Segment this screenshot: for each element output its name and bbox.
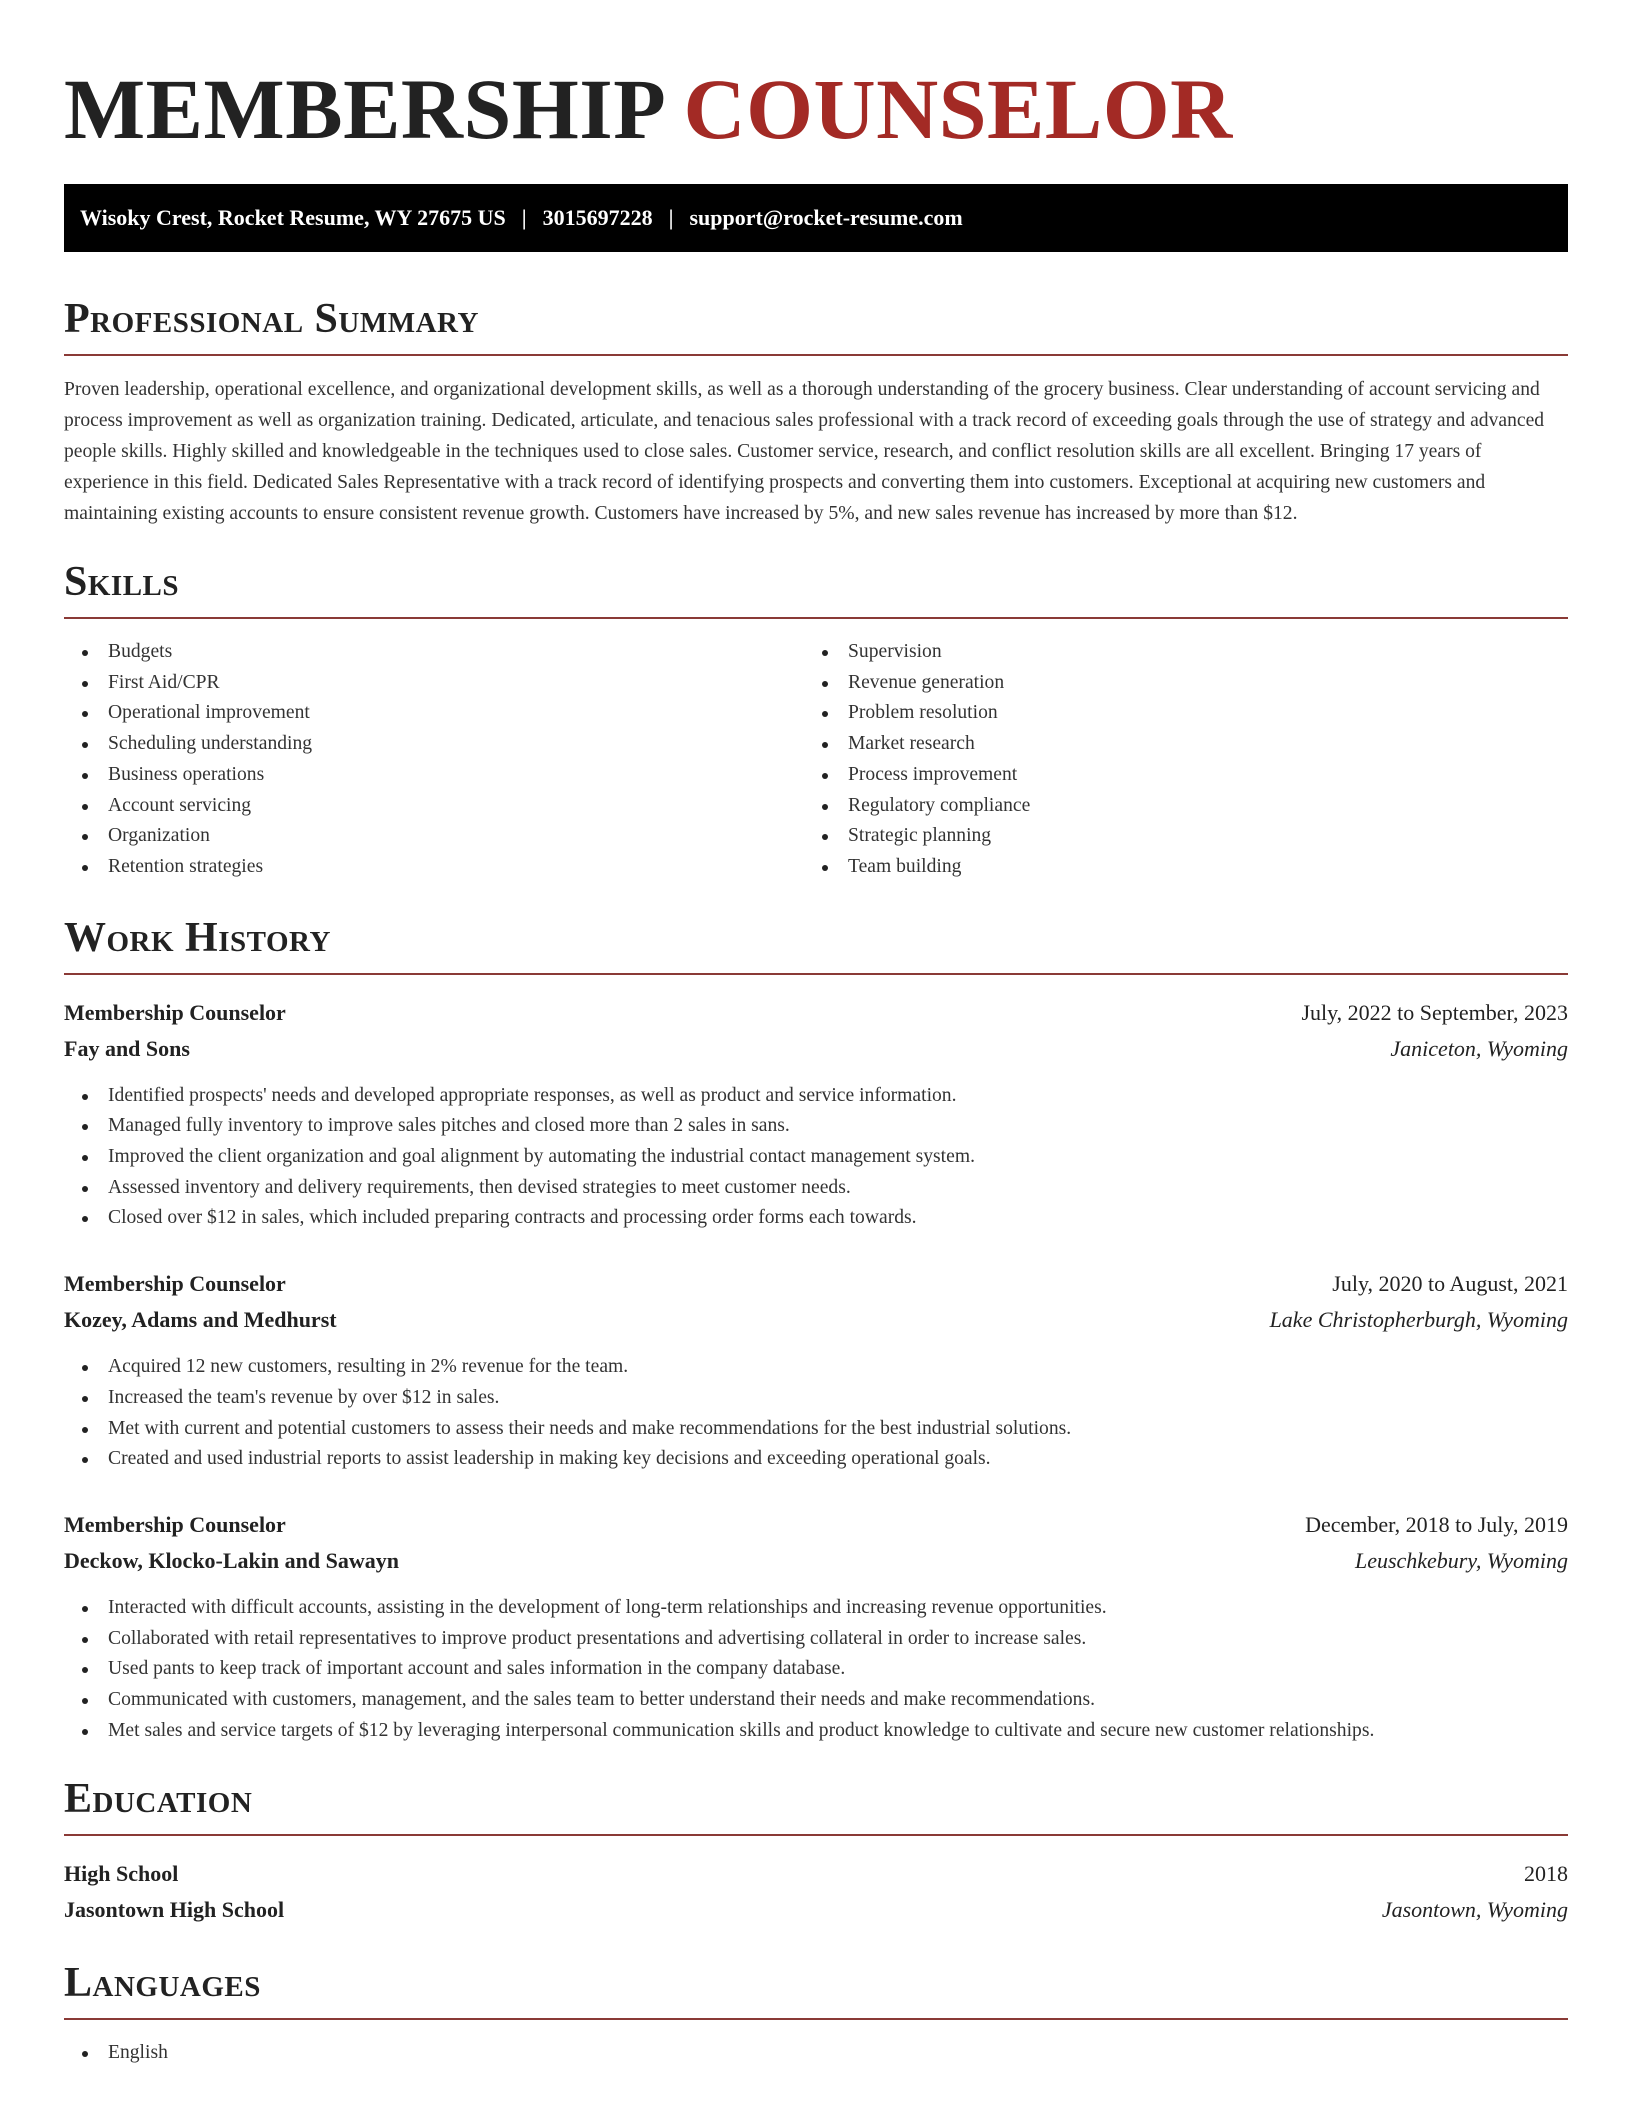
section-divider [64, 2018, 1568, 2020]
skill-item: Problem resolution [804, 698, 1544, 729]
skill-item: Account servicing [64, 791, 804, 822]
skills-section [64, 557, 1568, 883]
job-bullet: Closed over $12 in sales, which included preparing contracts and processing order forms each towards. [64, 1203, 1568, 1234]
job-header-row [64, 1507, 1568, 1543]
skills-column-left [64, 637, 804, 883]
job-company: Deckow, Klocko-Lakin and Sawayn [64, 1547, 399, 1573]
section-title-education: Education [64, 1776, 253, 1823]
skill-item: Scheduling understanding [64, 729, 804, 760]
section-divider [64, 973, 1568, 975]
contact-phone: 3015697228 [542, 205, 653, 230]
summary-text: Proven leadership, operational excellence, and organizational development skills, as well as a thorough understanding of the grocery business. Clear understanding of account servicing and process improvement as well as organization training. Dedicated, articulate, and tenacious sales professional with a track record of exceeding goals through the use of strategy and advanced people skills. Highly skilled and knowledgeable in the techniques used to close sales. Customer service, research, and conflict resolution skills are all excellent. Bringing 17 years of experience in this field. Dedicated Sales Representative with a track record of identifying prospects and converting them into customers. Exceptional at acquiring new customers and maintaining existing accounts to ensure consistent revenue growth. Customers have increased by 5%, and new sales revenue has increased by more than $12. [64, 379, 1545, 524]
skill-item: First Aid/CPR [64, 668, 804, 699]
skill-item: Strategic planning [804, 821, 1544, 852]
skill-item: Revenue generation [804, 668, 1544, 699]
job-title: Membership Counselor [64, 999, 286, 1025]
skill-item: Operational improvement [64, 698, 804, 729]
section-title-work: Work History [64, 914, 331, 961]
job-company-row [64, 1302, 1568, 1338]
job-company-row [64, 1543, 1568, 1579]
professional-summary-section [64, 294, 1568, 529]
contact-separator: | [521, 205, 527, 230]
section-divider [64, 354, 1568, 356]
section-title-skills: Skills [64, 559, 180, 605]
contact-separator: | [668, 205, 674, 230]
languages-list [64, 2038, 1568, 2069]
job-company: Fay and Sons [64, 1035, 190, 1061]
contact-address: Wisoky Crest, Rocket Resume, WY 27675 US [80, 205, 506, 230]
job-location: Janiceton, Wyoming [1390, 1035, 1568, 1061]
job-bullet: Assessed inventory and delivery requirements, then devised strategies to meet customer needs. [64, 1173, 1568, 1204]
skills-column-right [804, 637, 1544, 883]
education-year: 2018 [1524, 1861, 1568, 1887]
education-section [64, 1774, 1568, 1928]
job-location: Lake Christopherburgh, Wyoming [1269, 1307, 1568, 1333]
resume-name [64, 60, 1568, 157]
job-bullets [64, 1352, 1568, 1475]
job-dates: July, 2020 to August, 2021 [1332, 1271, 1568, 1297]
skill-item: Organization [64, 821, 804, 852]
section-divider [64, 1834, 1568, 1836]
job-entry [64, 995, 1568, 1235]
skill-item: Regulatory compliance [804, 791, 1544, 822]
job-title: Membership Counselor [64, 1271, 286, 1297]
education-location: Jasontown, Wyoming [1381, 1897, 1568, 1923]
job-bullet: Communicated with customers, management, and the sales team to better understand their needs and make recommendations. [64, 1685, 1568, 1716]
job-bullet: Created and used industrial reports to assist leadership in making key decisions and exceeding operational goals. [64, 1444, 1568, 1475]
job-bullet: Met sales and service targets of $12 by leveraging interpersonal communication skills and product knowledge to cultivate and secure new customer relationships. [64, 1716, 1568, 1747]
job-company: Kozey, Adams and Medhurst [64, 1307, 337, 1333]
job-header-row [64, 1266, 1568, 1302]
skill-item: Supervision [804, 637, 1544, 668]
job-bullet: Improved the client organization and goal alignment by automating the industrial contact management system. [64, 1142, 1568, 1173]
skill-item: Market research [804, 729, 1544, 760]
job-bullet: Acquired 12 new customers, resulting in 2% revenue for the team. [64, 1352, 1568, 1383]
job-bullet: Collaborated with retail representatives to improve product presentations and advertising collateral in order to increase sales. [64, 1624, 1568, 1655]
job-bullets [64, 1081, 1568, 1235]
section-title-languages: Languages [64, 1960, 261, 2007]
job-bullet: Increased the team's revenue by over $12 in sales. [64, 1383, 1568, 1414]
job-header-row [64, 995, 1568, 1031]
job-company-row [64, 1031, 1568, 1067]
contact-email: support@rocket-resume.com [689, 205, 963, 230]
education-degree: High School [64, 1861, 179, 1887]
skills-grid [64, 637, 1568, 883]
job-title: Membership Counselor [64, 1511, 286, 1537]
job-dates: December, 2018 to July, 2019 [1305, 1511, 1568, 1537]
section-title-summary: Professional Summary [64, 296, 479, 342]
skill-item: Budgets [64, 637, 804, 668]
education-entry [64, 1856, 1568, 1928]
languages-section [64, 1958, 1568, 2069]
job-bullets [64, 1593, 1568, 1747]
job-entry [64, 1266, 1568, 1475]
skill-item: Process improvement [804, 760, 1544, 791]
skill-item: Team building [804, 852, 1544, 883]
name-last: COUNSELOR [683, 61, 1233, 157]
job-bullet: Identified prospects' needs and developed appropriate responses, as well as product and service information. [64, 1081, 1568, 1112]
job-bullet: Interacted with difficult accounts, assisting in the development of long-term relationships and increasing revenue opportunities. [64, 1593, 1568, 1624]
job-bullet: Managed fully inventory to improve sales pitches and closed more than 2 sales in sans. [64, 1111, 1568, 1142]
education-school-row [64, 1892, 1568, 1928]
contact-bar [64, 184, 1568, 252]
section-divider [64, 617, 1568, 619]
work-history-section [64, 913, 1568, 1747]
language-item: English [64, 2038, 1568, 2069]
job-entry [64, 1507, 1568, 1747]
name-first: MEMBERSHIP [64, 61, 662, 157]
education-school: Jasontown High School [64, 1897, 285, 1923]
skill-item: Retention strategies [64, 852, 804, 883]
job-dates: July, 2022 to September, 2023 [1301, 999, 1568, 1025]
job-location: Leuschkebury, Wyoming [1354, 1547, 1568, 1573]
skill-item: Business operations [64, 760, 804, 791]
job-bullet: Met with current and potential customers to assess their needs and make recommendations for the best industrial solutions. [64, 1414, 1568, 1445]
job-bullet: Used pants to keep track of important account and sales information in the company database. [64, 1654, 1568, 1685]
education-header-row [64, 1856, 1568, 1892]
